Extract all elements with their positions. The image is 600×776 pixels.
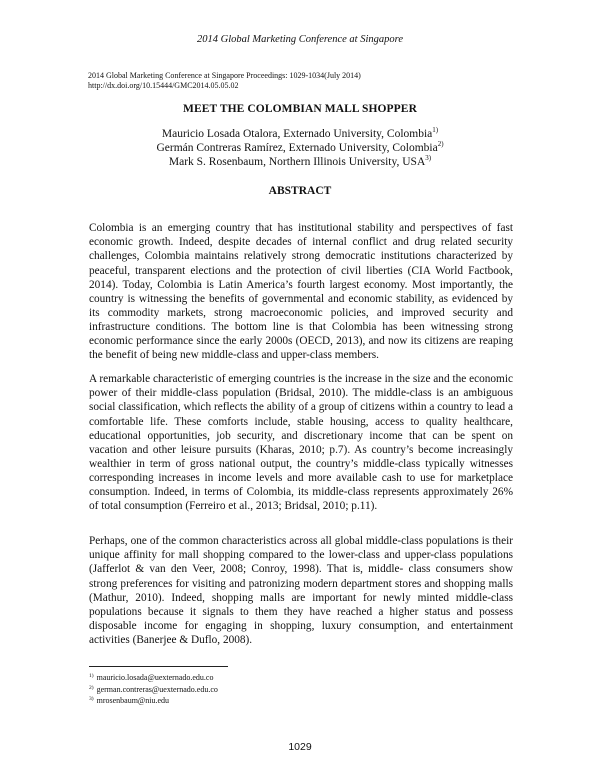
footnote-marker: 1)	[89, 673, 94, 679]
footnote-divider	[89, 666, 228, 667]
abstract-paragraph: A remarkable characteristic of emerging countries is the increase in the size and the economic power of their middle-class population (Bridsal, 2010). The middle-class is an ambiguous social classification, which reflects the ability of a group of citizens within a country to lead a comfortable life. These comforts include, stable housing, access to quality healthcare, educational opportunities, job security, and discretionary income that can be spent on vacation and other leisure pursuits (Kharas, 2010; p.7). As country’s become increasingly wealthier in term of gross national output, the country’s middle-class typically witnesses corresponding increases in income levels and more available cash to use for marketplace consumption. Indeed, in terms of Colombia, its middle-class represents approximately 26% of total consumption (Ferreiro et al., 2013; Bridsal, 2010; p.11).	[89, 373, 513, 513]
abstract-paragraph: Colombia is an emerging country that has institutional stability and perspectives of fast economic growth. Indeed, despite decades of internal conflict and drug related security challenges, Colombia maintains relatively strong democratic institutions characterized by peaceful, transparent elections and the protection of civil liberties (CIA World Factbook, 2014). Today, Colombia is Latin America’s fourth largest economy. Most importantly, the country is witnessing the benefits of governmental and economic stability, as evidenced by its commodity markets, strong macroeconomic policies, and improved security and infrastructure conditions. The bottom line is that Colombia has been witnessing strong economic performance since the early 2000s (OECD, 2013), and now its citizens are reaping the benefit of being new middle-class and upper-class members.	[89, 222, 513, 362]
author-marker: 3)	[425, 154, 432, 162]
footnote-email[interactable]: mrosenbaum@niu.edu	[96, 696, 170, 705]
footnote	[89, 684, 389, 696]
author-list	[0, 127, 600, 169]
abstract-paragraph: Perhaps, one of the common characteristics across all global middle-class populations is their unique affinity for mall shopping compared to the lower-class and upper-class populations (Jafferlot & van den Veer, 2008; Conroy, 1998). That is, middle- class consumers show strong preferences for visiting and patronizing modern department stores and shopping malls (Mathur, 2010). Indeed, shopping malls are important for newly minted middle-class populations because it signals to them they have reached a higher status and possess disposable income for engaging in shopping, luxury consumption, and entertainment activities (Banerjee & Duflo, 2008).	[89, 535, 513, 646]
footnote-email[interactable]: mauricio.losada@uexternado.edu.co	[96, 673, 214, 682]
author-name: Germán Contreras Ramírez, Externado University, Colombia	[156, 142, 438, 154]
running-header: 2014 Global Marketing Conference at Singapore	[197, 34, 403, 45]
proceedings-info	[88, 71, 528, 91]
footnote	[89, 672, 389, 684]
author-name: Mauricio Losada Otalora, Externado University, Colombia	[161, 128, 433, 140]
proceedings-citation: 2014 Global Marketing Conference at Singapore Proceedings: 1029-1034(July 2014)	[88, 71, 361, 80]
footnotes	[89, 672, 389, 707]
author-marker: 2)	[437, 140, 444, 148]
footnote-marker: 3)	[89, 696, 94, 702]
author-marker: 1)	[432, 126, 439, 134]
doi-link[interactable]: http://dx.doi.org/10.15444/GMC2014.05.05.02	[88, 81, 239, 90]
footnote-marker: 2)	[89, 684, 94, 691]
author-line	[0, 141, 600, 155]
author-name: Mark S. Rosenbaum, Northern Illinois University, USA	[168, 156, 426, 168]
author-line	[0, 155, 600, 169]
author-line	[0, 127, 600, 141]
footnote-email[interactable]: german.contreras@uexternado.edu.co	[96, 684, 218, 694]
page-number: 1029	[288, 741, 312, 753]
abstract-heading: ABSTRACT	[268, 185, 332, 197]
footnote	[89, 695, 389, 707]
paper-title: MEET THE COLOMBIAN MALL SHOPPER	[183, 103, 417, 115]
